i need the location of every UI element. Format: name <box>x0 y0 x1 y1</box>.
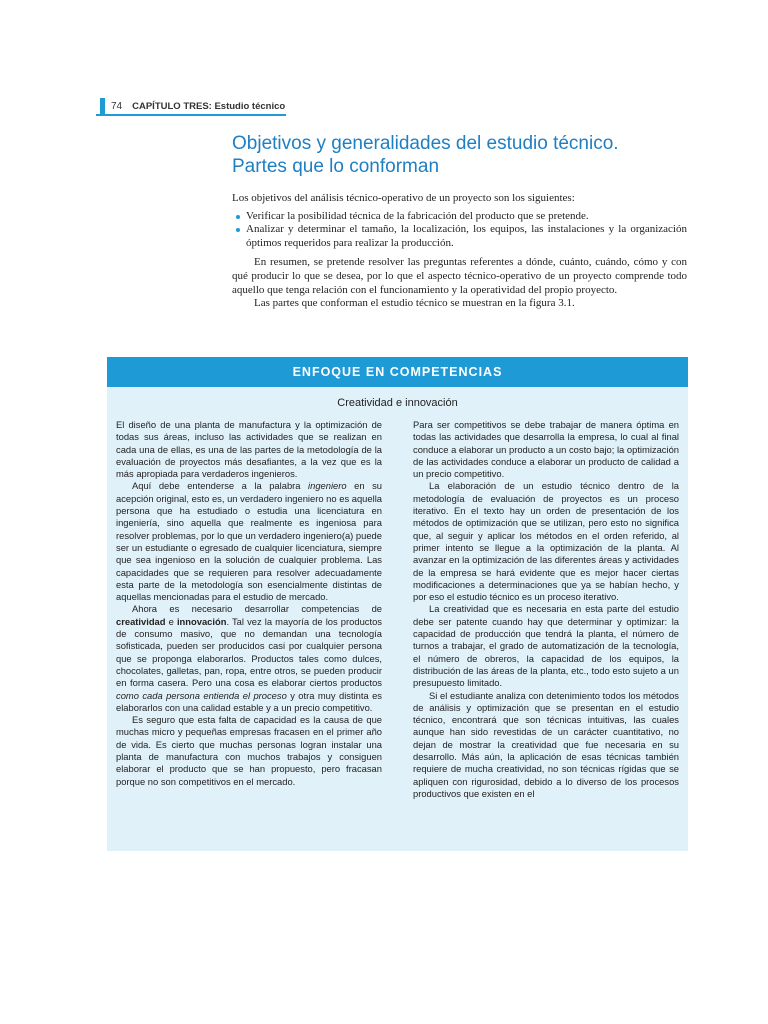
header-accent-bar <box>100 98 105 114</box>
figure-reference-paragraph: Las partes que conforman el estudio técnico se muestran en la figura 3.1. <box>254 297 575 310</box>
section-title: Objetivos y generalidades del estudio técnico. Partes que lo conforman <box>232 133 619 177</box>
right-paragraph-4: Si el estudiante analiza con detenimiento todos los métodos de análisis y optimización que se presentan en el estudio técnico, encontrará que son técnicas intuitivas, las cuales aunque han sido revestidas de un carácter cuantitativo, no dejan de mostrar la creatividad que fue necesaria en su desarrollo. Más aún, la aplicación de esas técnicas también requiere de mucha creatividad, no son técnicas rígidas que se apliquen con rigurosidad, debido a lo diverso de los procesos productivos que existen en el <box>413 689 679 799</box>
left-paragraph-3: Ahora es necesario desarrollar competencias de creatividad e innovación. Tal vez la mayoría de los productos de consumo masivo, que no demandan una tecnología sofisticada, pueden ser producidos casi por cualquier persona que se proponga elaborarlos. Productos tales como dulces, chocolates, galletas, pan, ropa, entre otros, se pueden producir en forma casera. Pero una cosa es elaborar ciertos productos como cada persona entienda el proceso y otra muy distinta es elaborarlos con una calidad estable y a un precio competitivo. <box>116 603 382 713</box>
competencies-box-header: ENFOQUE EN COMPETENCIAS <box>107 357 688 387</box>
right-paragraph-2: La elaboración de un estudio técnico dentro de la metodología de evaluación de proyectos es un proceso iterativo. En el texto hay un orden de presentación de los métodos de optimización que se utilizan, pero esto no significa que, al seguir y aplicar los métodos en el orden referido, al primer intento se llegue a la optimización de la planta. Al avanzar en la optimización de las diferentes áreas y actividades de la empresa se hará evidente que es mejor hacer ciertas modificaciones a determinaciones que ya se habían hecho, y por eso el estudio técnico es un proceso iterativo. <box>413 480 679 603</box>
box-left-column <box>116 419 382 800</box>
box-columns <box>116 419 679 800</box>
creatividad-emphasis: creatividad <box>116 615 166 627</box>
right-paragraph-1: Para ser competitivos se debe trabajar de manera óptima en todas las actividades que desarrolla la empresa, lo cual al final conduce a elaborar un producto a un costo bajo; la optimización de las actividades conduce a elaborar un producto de calidad a un precio competitivo. <box>413 419 679 480</box>
header-rule <box>96 114 286 116</box>
proceso-emphasis: como cada persona entienda el proceso <box>116 689 287 701</box>
left-paragraph-1: El diseño de una planta de manufactura y la optimización de todas sus áreas, incluso las actividades que se realizan en cada una de ellas, es una de las partes de la metodología de la evaluación de proyectos más desafiantes, a la vez que es la más apropiada para verdaderos ingenieros. <box>116 419 382 480</box>
summary-paragraph: En resumen, se pretende resolver las preguntas referentes a dónde, cuánto, cuándo, cómo y con qué producir lo que se desea, por lo que el aspecto técnico-operativo de un proyecto comprende todo aquello que tenga relación con el funcionamiento y la operatividad del propio proyecto. <box>232 256 687 296</box>
competencies-box <box>107 357 688 851</box>
objectives-list <box>232 210 687 251</box>
page-number: 74 <box>111 100 123 112</box>
left-paragraph-2: Aquí debe entenderse a la palabra ingeniero en su acepción original, esto es, un verdadero ingeniero no es aquella persona que ha estudiado o estudia una licenciatura en ingeniería, sino aquella que realmente es ingeniosa para resolver problemas, por lo que un verdadero ingeniero(a) puede ser un estudiante o egresado de cualquier licenciatura, siempre que sea ingenioso en la solución de cualquier problema. Las capacidades que se requieren para resolver adecuadamente esta parte de la metodología son esencialmente distintas de aquellas mencionadas para el estudio de mercado. <box>116 480 382 603</box>
competencies-box-subtitle: Creatividad e innovación <box>337 397 458 409</box>
box-right-column <box>413 419 679 800</box>
ingeniero-emphasis: ingeniero <box>308 480 347 492</box>
page-header <box>100 98 285 114</box>
left-paragraph-4: Es seguro que esta falta de capacidad es la causa de que muchas micro y pequeñas empresas fracasen en el primer año de vida. Es cierto que muchas personas logran instalar una planta de manufactura con muchos trabajos y consiguen elaborar el producto que se han propuesto, pero fracasan porque no son competitivos en el mercado. <box>116 714 382 787</box>
objective-item: Analizar y determinar el tamaño, la localización, los equipos, las instalaciones y la organización óptimos requeridos para realizar la producción. <box>232 223 687 250</box>
chapter-title: CAPÍTULO TRES: Estudio técnico <box>132 100 286 112</box>
right-paragraph-3: La creatividad que es necesaria en esta parte del estudio debe ser patente cuando hay que determinar y optimizar: la capacidad de producción que tendrá la planta, el número de turnos a trabajar, el grado de automatización de la tecnología, el número de obreros, la capacidad de los equipos, la distribución de las áreas de la planta, etc., todo esto sujeto a un presupuesto limitado. <box>413 603 679 689</box>
intro-text <box>232 192 687 311</box>
objective-item: Verificar la posibilidad técnica de la fabricación del producto que se pretende. <box>232 210 687 224</box>
innovacion-emphasis: innovación <box>176 615 227 627</box>
intro-lead: Los objetivos del análisis técnico-operativo de un proyecto son los siguientes: <box>232 192 575 204</box>
